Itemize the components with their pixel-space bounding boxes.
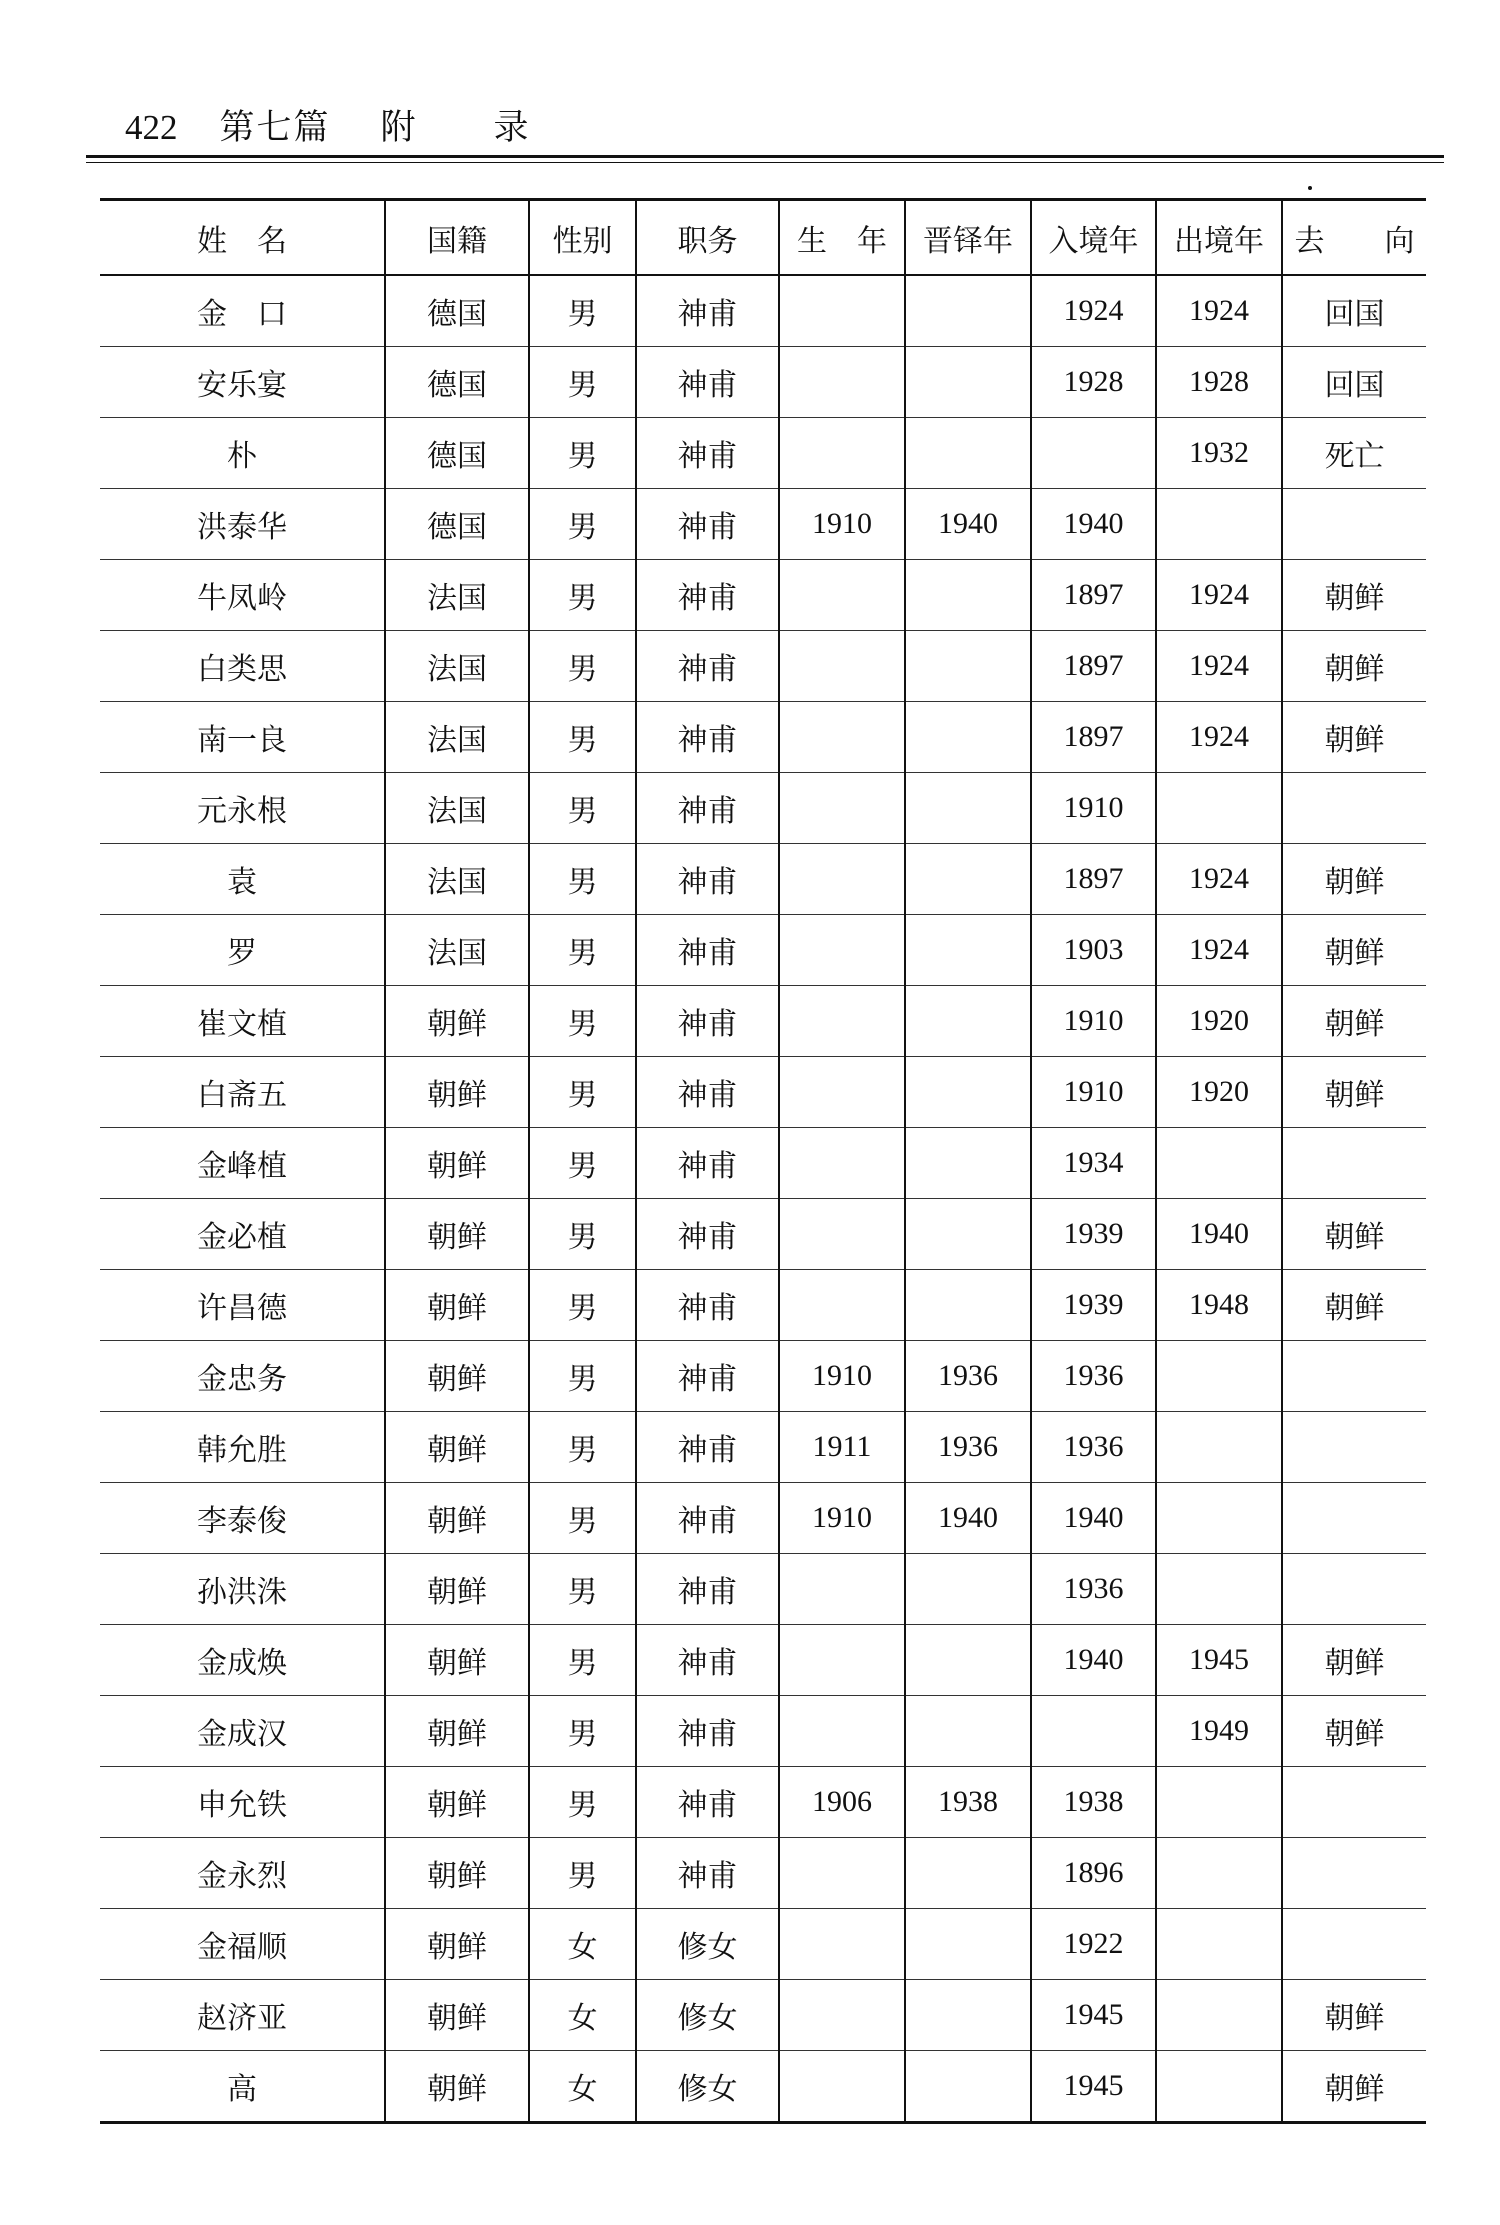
- cell-entry-year: [1031, 418, 1156, 489]
- cell-exit-year: [1156, 1980, 1282, 2051]
- cell-duty: 神甫: [636, 1412, 779, 1483]
- cell-exit-year: 1940: [1156, 1199, 1282, 1270]
- cell-nationality: 朝鲜: [385, 1412, 529, 1483]
- cell-duty: 神甫: [636, 1270, 779, 1341]
- cell-ordination-year: [905, 275, 1031, 347]
- cell-nationality: 法国: [385, 560, 529, 631]
- cell-sex: 男: [529, 1199, 636, 1270]
- cell-exit-year: 1928: [1156, 347, 1282, 418]
- cell-exit-year: 1924: [1156, 275, 1282, 347]
- cell-sex: 男: [529, 489, 636, 560]
- cell-sex: 男: [529, 275, 636, 347]
- cell-ordination-year: [905, 418, 1031, 489]
- cell-sex: 男: [529, 1057, 636, 1128]
- cell-sex: 男: [529, 1341, 636, 1412]
- cell-sex: 男: [529, 1625, 636, 1696]
- table-row: [100, 915, 1426, 986]
- cell-nationality: 朝鲜: [385, 986, 529, 1057]
- cell-nationality: 朝鲜: [385, 1909, 529, 1980]
- cell-duty: 修女: [636, 1909, 779, 1980]
- cell-nationality: 朝鲜: [385, 1767, 529, 1838]
- table-row: [100, 1767, 1426, 1838]
- table-row: [100, 2051, 1426, 2123]
- cell-name: 孙洪洙: [197, 1575, 287, 1610]
- cell-duty: 神甫: [636, 1625, 779, 1696]
- table-row: [100, 489, 1426, 560]
- table-row: [100, 1128, 1426, 1199]
- cell-ordination-year: [905, 1057, 1031, 1128]
- cell-name: 朴: [227, 439, 257, 474]
- table-row: [100, 1554, 1426, 1625]
- cell-entry-year: 1936: [1031, 1554, 1156, 1625]
- cell-entry-year: 1934: [1031, 1128, 1156, 1199]
- cell-birth-year: [779, 1199, 905, 1270]
- cell-ordination-year: [905, 915, 1031, 986]
- cell-exit-year: 1948: [1156, 1270, 1282, 1341]
- cell-destination: 回国: [1282, 275, 1426, 347]
- table-header-row: [100, 200, 1426, 276]
- cell-entry-year: 1940: [1031, 1483, 1156, 1554]
- cell-duty: 神甫: [636, 986, 779, 1057]
- cell-ordination-year: [905, 1909, 1031, 1980]
- cell-birth-year: [779, 631, 905, 702]
- cell-exit-year: 1924: [1156, 844, 1282, 915]
- cell-sex: 男: [529, 773, 636, 844]
- cell-exit-year: [1156, 2051, 1282, 2123]
- cell-birth-year: [779, 1554, 905, 1625]
- cell-sex: 女: [529, 1980, 636, 2051]
- cell-exit-year: [1156, 1767, 1282, 1838]
- cell-name: 许昌德: [197, 1291, 287, 1326]
- table-body: [100, 275, 1426, 2123]
- cell-sex: 男: [529, 1483, 636, 1554]
- header-rule-thick: [86, 155, 1444, 158]
- cell-ordination-year: 1940: [905, 489, 1031, 560]
- cell-name: 金忠务: [197, 1362, 287, 1397]
- cell-birth-year: [779, 2051, 905, 2123]
- table-row: [100, 844, 1426, 915]
- cell-sex: 男: [529, 1270, 636, 1341]
- cell-sex: 男: [529, 1412, 636, 1483]
- cell-birth-year: [779, 275, 905, 347]
- header-exit-year: 出境年: [1156, 200, 1282, 276]
- cell-name: 金成汉: [197, 1717, 287, 1752]
- cell-exit-year: [1156, 1838, 1282, 1909]
- table-row: [100, 1199, 1426, 1270]
- cell-duty: 神甫: [636, 1554, 779, 1625]
- cell-name: 元永根: [197, 794, 287, 829]
- cell-nationality: 德国: [385, 418, 529, 489]
- cell-sex: 男: [529, 1767, 636, 1838]
- table-row: [100, 1696, 1426, 1767]
- header-rule-thin: [86, 162, 1444, 163]
- cell-duty: 神甫: [636, 631, 779, 702]
- cell-destination: [1282, 773, 1426, 844]
- table-row: [100, 986, 1426, 1057]
- cell-duty: 神甫: [636, 844, 779, 915]
- cell-nationality: 朝鲜: [385, 1483, 529, 1554]
- cell-name: 崔文植: [197, 1007, 287, 1042]
- cell-nationality: 朝鲜: [385, 1696, 529, 1767]
- cell-exit-year: 1945: [1156, 1625, 1282, 1696]
- cell-nationality: 朝鲜: [385, 1625, 529, 1696]
- cell-ordination-year: [905, 1270, 1031, 1341]
- cell-ordination-year: [905, 347, 1031, 418]
- cell-birth-year: [779, 986, 905, 1057]
- cell-nationality: 德国: [385, 489, 529, 560]
- cell-nationality: 朝鲜: [385, 1057, 529, 1128]
- cell-exit-year: [1156, 1909, 1282, 1980]
- cell-birth-year: [779, 418, 905, 489]
- cell-entry-year: 1940: [1031, 1625, 1156, 1696]
- cell-birth-year: [779, 1625, 905, 1696]
- cell-destination: 回国: [1282, 347, 1426, 418]
- cell-ordination-year: 1936: [905, 1412, 1031, 1483]
- cell-birth-year: 1910: [779, 1341, 905, 1412]
- cell-exit-year: [1156, 489, 1282, 560]
- cell-destination: 朝鲜: [1282, 702, 1426, 773]
- cell-entry-year: 1903: [1031, 915, 1156, 986]
- cell-name: 赵济亚: [197, 2001, 287, 2036]
- cell-nationality: 朝鲜: [385, 1341, 529, 1412]
- cell-entry-year: 1936: [1031, 1412, 1156, 1483]
- cell-ordination-year: [905, 2051, 1031, 2123]
- cell-name: 金永烈: [197, 1859, 287, 1894]
- cell-sex: 男: [529, 418, 636, 489]
- cell-destination: [1282, 1412, 1426, 1483]
- cell-destination: 死亡: [1282, 418, 1426, 489]
- cell-entry-year: 1897: [1031, 631, 1156, 702]
- cell-ordination-year: [905, 986, 1031, 1057]
- cell-name: 金 口: [197, 297, 287, 332]
- cell-name: 李泰俊: [197, 1504, 287, 1539]
- cell-entry-year: 1910: [1031, 986, 1156, 1057]
- table-row: [100, 1483, 1426, 1554]
- cell-entry-year: 1910: [1031, 773, 1156, 844]
- cell-ordination-year: [905, 702, 1031, 773]
- cell-destination: [1282, 489, 1426, 560]
- cell-ordination-year: [905, 560, 1031, 631]
- cell-destination: 朝鲜: [1282, 1980, 1426, 2051]
- cell-exit-year: 1924: [1156, 915, 1282, 986]
- cell-nationality: 朝鲜: [385, 1554, 529, 1625]
- cell-destination: 朝鲜: [1282, 631, 1426, 702]
- cell-exit-year: [1156, 773, 1282, 844]
- cell-duty: 神甫: [636, 1838, 779, 1909]
- table-row: [100, 1625, 1426, 1696]
- cell-ordination-year: [905, 1199, 1031, 1270]
- cell-destination: [1282, 1128, 1426, 1199]
- cell-entry-year: 1945: [1031, 1980, 1156, 2051]
- chapter-title: 第七篇: [219, 108, 331, 148]
- header-name: 姓 名: [197, 223, 287, 259]
- cell-sex: 女: [529, 1909, 636, 1980]
- cell-destination: [1282, 1909, 1426, 1980]
- cell-destination: [1282, 1483, 1426, 1554]
- cell-sex: 男: [529, 1554, 636, 1625]
- header-duty: 职务: [636, 200, 779, 276]
- cell-nationality: 法国: [385, 773, 529, 844]
- cell-entry-year: [1031, 1696, 1156, 1767]
- cell-destination: 朝鲜: [1282, 1199, 1426, 1270]
- table-row: [100, 702, 1426, 773]
- table-row: [100, 1909, 1426, 1980]
- cell-ordination-year: [905, 631, 1031, 702]
- cell-ordination-year: [905, 1554, 1031, 1625]
- cell-birth-year: [779, 347, 905, 418]
- cell-destination: 朝鲜: [1282, 2051, 1426, 2123]
- cell-birth-year: [779, 1270, 905, 1341]
- cell-birth-year: [779, 1696, 905, 1767]
- cell-entry-year: 1897: [1031, 844, 1156, 915]
- cell-name: 金必植: [197, 1220, 287, 1255]
- cell-ordination-year: [905, 844, 1031, 915]
- cell-destination: 朝鲜: [1282, 560, 1426, 631]
- cell-duty: 神甫: [636, 773, 779, 844]
- cell-duty: 神甫: [636, 1057, 779, 1128]
- cell-exit-year: 1924: [1156, 631, 1282, 702]
- cell-ordination-year: [905, 1696, 1031, 1767]
- cell-entry-year: 1928: [1031, 347, 1156, 418]
- cell-sex: 男: [529, 1696, 636, 1767]
- cell-name: 申允铁: [197, 1788, 287, 1823]
- cell-duty: 神甫: [636, 1199, 779, 1270]
- cell-duty: 神甫: [636, 418, 779, 489]
- table-row: [100, 418, 1426, 489]
- cell-nationality: 德国: [385, 275, 529, 347]
- cell-duty: 神甫: [636, 1483, 779, 1554]
- cell-sex: 男: [529, 844, 636, 915]
- cell-sex: 男: [529, 560, 636, 631]
- table-row: [100, 347, 1426, 418]
- cell-name: 高: [227, 2072, 257, 2107]
- cell-exit-year: 1932: [1156, 418, 1282, 489]
- cell-exit-year: [1156, 1483, 1282, 1554]
- cell-birth-year: [779, 560, 905, 631]
- table-row: [100, 275, 1426, 347]
- cell-ordination-year: 1938: [905, 1767, 1031, 1838]
- appendix-title: 录: [493, 108, 529, 148]
- cell-birth-year: 1911: [779, 1412, 905, 1483]
- cell-destination: [1282, 1767, 1426, 1838]
- header-nationality: 国籍: [385, 200, 529, 276]
- cell-entry-year: 1924: [1031, 275, 1156, 347]
- cell-ordination-year: [905, 1980, 1031, 2051]
- table-row: [100, 773, 1426, 844]
- cell-birth-year: [779, 915, 905, 986]
- cell-name: 牛凤岭: [197, 581, 287, 616]
- cell-duty: 修女: [636, 2051, 779, 2123]
- cell-name: 罗: [227, 936, 257, 971]
- cell-name: 金福顺: [197, 1930, 287, 1965]
- cell-nationality: 德国: [385, 347, 529, 418]
- cell-entry-year: 1936: [1031, 1341, 1156, 1412]
- header-destination: 去 向: [1282, 200, 1426, 276]
- cell-entry-year: 1940: [1031, 489, 1156, 560]
- cell-destination: 朝鲜: [1282, 844, 1426, 915]
- header-birth-year: 生 年: [779, 200, 905, 276]
- table-row: [100, 1057, 1426, 1128]
- cell-sex: 女: [529, 2051, 636, 2123]
- cell-nationality: 法国: [385, 844, 529, 915]
- header-ordination-year: 晋铎年: [905, 200, 1031, 276]
- cell-name: 安乐宴: [197, 368, 287, 403]
- header-entry-year: 入境年: [1031, 200, 1156, 276]
- header-sex: 性别: [529, 200, 636, 276]
- cell-destination: [1282, 1554, 1426, 1625]
- cell-duty: 神甫: [636, 915, 779, 986]
- cell-entry-year: 1896: [1031, 1838, 1156, 1909]
- cell-sex: 男: [529, 1128, 636, 1199]
- cell-destination: [1282, 1838, 1426, 1909]
- cell-exit-year: [1156, 1554, 1282, 1625]
- cell-duty: 神甫: [636, 702, 779, 773]
- cell-birth-year: [779, 773, 905, 844]
- cell-birth-year: [779, 1057, 905, 1128]
- cell-entry-year: 1897: [1031, 702, 1156, 773]
- cell-nationality: 朝鲜: [385, 1199, 529, 1270]
- cell-name: 白类思: [197, 652, 287, 687]
- cell-entry-year: 1897: [1031, 560, 1156, 631]
- cell-ordination-year: 1940: [905, 1483, 1031, 1554]
- cell-name: 白斋五: [197, 1078, 287, 1113]
- cell-nationality: 法国: [385, 631, 529, 702]
- cell-birth-year: [779, 1909, 905, 1980]
- cell-destination: 朝鲜: [1282, 1270, 1426, 1341]
- cell-nationality: 法国: [385, 702, 529, 773]
- cell-name: 洪泰华: [197, 510, 287, 545]
- print-dot: [1308, 186, 1312, 190]
- cell-entry-year: 1939: [1031, 1270, 1156, 1341]
- section-title: 附: [380, 108, 418, 148]
- cell-duty: 神甫: [636, 560, 779, 631]
- cell-name: 南一良: [197, 723, 287, 758]
- cell-nationality: 法国: [385, 915, 529, 986]
- cell-duty: 神甫: [636, 275, 779, 347]
- table-row: [100, 1270, 1426, 1341]
- cell-entry-year: 1910: [1031, 1057, 1156, 1128]
- cell-exit-year: 1920: [1156, 1057, 1282, 1128]
- cell-duty: 神甫: [636, 489, 779, 560]
- cell-duty: 神甫: [636, 1128, 779, 1199]
- cell-exit-year: 1924: [1156, 702, 1282, 773]
- table-row: [100, 631, 1426, 702]
- cell-name: 袁: [227, 865, 257, 900]
- cell-birth-year: [779, 1838, 905, 1909]
- cell-ordination-year: [905, 1128, 1031, 1199]
- cell-destination: 朝鲜: [1282, 1057, 1426, 1128]
- cell-exit-year: [1156, 1341, 1282, 1412]
- cell-entry-year: 1938: [1031, 1767, 1156, 1838]
- cell-exit-year: 1949: [1156, 1696, 1282, 1767]
- cell-ordination-year: [905, 773, 1031, 844]
- page-number: 422: [125, 108, 178, 147]
- cell-name: 金峰植: [197, 1149, 287, 1184]
- cell-birth-year: [779, 1128, 905, 1199]
- cell-entry-year: 1939: [1031, 1199, 1156, 1270]
- cell-duty: 修女: [636, 1980, 779, 2051]
- table-row: [100, 1412, 1426, 1483]
- table-row: [100, 1838, 1426, 1909]
- cell-destination: 朝鲜: [1282, 915, 1426, 986]
- cell-sex: 男: [529, 347, 636, 418]
- cell-nationality: 朝鲜: [385, 1128, 529, 1199]
- cell-sex: 男: [529, 986, 636, 1057]
- cell-sex: 男: [529, 1838, 636, 1909]
- cell-destination: 朝鲜: [1282, 1625, 1426, 1696]
- cell-exit-year: 1920: [1156, 986, 1282, 1057]
- cell-name: 金成焕: [197, 1646, 287, 1681]
- cell-birth-year: [779, 1980, 905, 2051]
- cell-birth-year: 1910: [779, 489, 905, 560]
- cell-destination: 朝鲜: [1282, 1696, 1426, 1767]
- cell-duty: 神甫: [636, 347, 779, 418]
- cell-nationality: 朝鲜: [385, 1270, 529, 1341]
- cell-exit-year: [1156, 1128, 1282, 1199]
- cell-duty: 神甫: [636, 1696, 779, 1767]
- cell-destination: [1282, 1341, 1426, 1412]
- cell-birth-year: 1906: [779, 1767, 905, 1838]
- cell-birth-year: [779, 702, 905, 773]
- cell-entry-year: 1922: [1031, 1909, 1156, 1980]
- cell-nationality: 朝鲜: [385, 1980, 529, 2051]
- cell-entry-year: 1945: [1031, 2051, 1156, 2123]
- cell-duty: 神甫: [636, 1341, 779, 1412]
- cell-nationality: 朝鲜: [385, 1838, 529, 1909]
- personnel-table: [100, 198, 1426, 2124]
- running-header: [125, 100, 529, 150]
- cell-duty: 神甫: [636, 1767, 779, 1838]
- cell-exit-year: [1156, 1412, 1282, 1483]
- table-row: [100, 1980, 1426, 2051]
- cell-name: 韩允胜: [197, 1433, 287, 1468]
- table-row: [100, 560, 1426, 631]
- cell-sex: 男: [529, 702, 636, 773]
- cell-nationality: 朝鲜: [385, 2051, 529, 2123]
- cell-destination: 朝鲜: [1282, 986, 1426, 1057]
- cell-ordination-year: [905, 1838, 1031, 1909]
- cell-birth-year: [779, 844, 905, 915]
- cell-sex: 男: [529, 915, 636, 986]
- cell-ordination-year: [905, 1625, 1031, 1696]
- cell-ordination-year: 1936: [905, 1341, 1031, 1412]
- table-row: [100, 1341, 1426, 1412]
- cell-exit-year: 1924: [1156, 560, 1282, 631]
- cell-birth-year: 1910: [779, 1483, 905, 1554]
- cell-sex: 男: [529, 631, 636, 702]
